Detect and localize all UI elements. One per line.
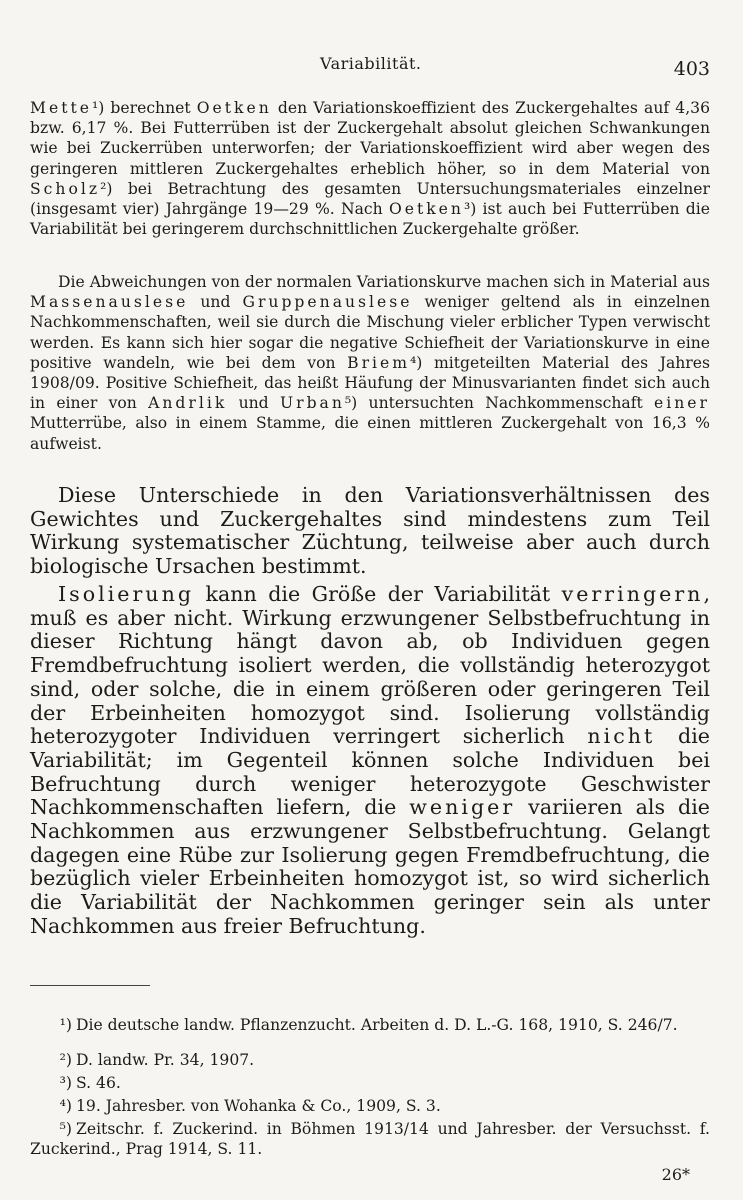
footnote-1 [30, 1015, 710, 1035]
sheet-signature: 26* [661, 1165, 690, 1184]
paragraph-2: Die Abweichungen von der normalen Variationskurve machen sich in Material aus Massenauslese und Gruppenauslese weniger geltend als in einzelnen Nachkommenschaften, weil sie durch die Mischung vieler erblicher Typen verwischt werden. Es kann sich hier sogar die negative Schiefheit der Variationskurve in eine positive wandeln, wie bei dem von Briem⁴) mitgeteilten Material des Jahres 1908/09. Positive Schiefheit, das heißt Häufung der Minusvarianten findet sich auch in einer von Andrlik und Urban⁵) untersuchten Nachkommenschaft einer Mutterrübe, also in einem Stamme, die einen mittleren Zuckergehalt von 16,3 % aufweist. [30, 273, 710, 453]
author-andrlik: Andrlik [148, 394, 228, 413]
footnote-text: Zeitschr. f. Zuckerind. in Böhmen 1913/14 und Jahresber. der Versuchsst. f. Zuckerind., Prag 1914, S. 11. [30, 1120, 710, 1158]
author-oetken-2: Oetken [388, 200, 464, 219]
emphasis-einer: einer [654, 394, 710, 413]
paragraph-1: Mette¹) berechnet Oetken den Variationskoeffizient des Zuckergehaltes auf 4,36 bzw. 6,17 %. Bei Futterrüben ist der Zuckergehalt absolut gleichen Schwankungen wie bei Zuckerrüben unterworfen; der Variationskoeffizient wird aber wegen des geringeren mittleren Zuckergehaltes erheblich höher, so in dem Material von Scholz²) bei Betrachtung des gesamten Untersuchungsmateriales einzelner (insgesamt vier) Jahrgänge 19—29 %. Nach Oetken³) ist auch bei Futterrüben die Variabilität bei geringerem durchschnittlichen Zuckergehalte größer. [30, 99, 710, 239]
emphasis-weniger: weniger [409, 795, 516, 820]
emphasis-nicht: nicht [587, 724, 656, 749]
footnote-text: D. landw. Pr. 34, 1907. [76, 1051, 255, 1069]
footnote-3 [30, 1073, 710, 1093]
footnote-text: 19. Jahresber. von Wohanka & Co., 1909, S. 3. [76, 1097, 441, 1115]
footnote-mark: ⁴) [59, 1097, 72, 1115]
author-urban: Urban [279, 394, 345, 413]
author-scholz: Scholz [30, 179, 101, 198]
footnote-5 [30, 1119, 710, 1159]
author-briem: Briem [347, 353, 411, 372]
term-isolierung: Isolierung [58, 582, 195, 606]
paragraph-3: Diese Unterschiede in den Variationsverhältnissen des Gewichtes und Zuckergehaltes sind mindestens zum Teil Wirkung systematischer Züchtung, teilweise aber auch durch biologische Ursachen bestimmt. [30, 483, 710, 579]
footnote-text: Die deutsche landw. Pflanzenzucht. Arbeiten d. D. L.-G. 168, 1910, S. 246/7. [76, 1016, 678, 1034]
page-number: 403 [673, 58, 710, 80]
term-gruppenauslese: Gruppenauslese [242, 293, 413, 312]
footnote-mark: ²) [59, 1051, 72, 1069]
footnote-mark: ³) [59, 1074, 72, 1092]
page-header [30, 54, 710, 80]
footnote-4 [30, 1096, 710, 1116]
footnote-mark: ¹) [59, 1016, 72, 1034]
footnote-text: S. 46. [76, 1074, 121, 1092]
term-massenauslese: Massenauslese [30, 293, 189, 312]
author-mette: Mette [30, 99, 92, 117]
term-verringern: verringern [561, 582, 704, 606]
paragraph-4: Isolierung kann die Größe der Variabilität verringern, muß es aber nicht. Wirkung erzwungener Selbstbefruchtung in dieser Richtung hängt davon ab, ob Individuen gegen Fremdbefruchtung isoliert werden, die vollständig heterozygot sind, oder solche, die in einem größeren oder geringeren Teil der Erbeinheiten homozygot sind. Isolierung vollständig heterozygoter Individuen verringert sicherlich nicht die Variabilität; im Gegenteil können solche Individuen bei Befruchtung durch weniger heterozygote Geschwister Nachkommenschaften liefern, die weniger variieren als die Nachkommen aus erzwungener Selbstbefruchtung. Gelangt dagegen eine Rübe zur Isolierung gegen Fremdbefruchtung, die bezüglich vieler Erbeinheiten homozygot ist, so wird sicherlich die Variabilität der Nachkommen geringer sein als unter Nachkommen aus freier Befruchtung. [30, 582, 710, 938]
running-title: Variabilität. [320, 54, 422, 73]
footnote-mark: ⁵) [59, 1120, 72, 1138]
author-oetken: Oetken [196, 99, 272, 117]
footnote-2 [30, 1050, 710, 1070]
footnote-divider [30, 985, 150, 986]
